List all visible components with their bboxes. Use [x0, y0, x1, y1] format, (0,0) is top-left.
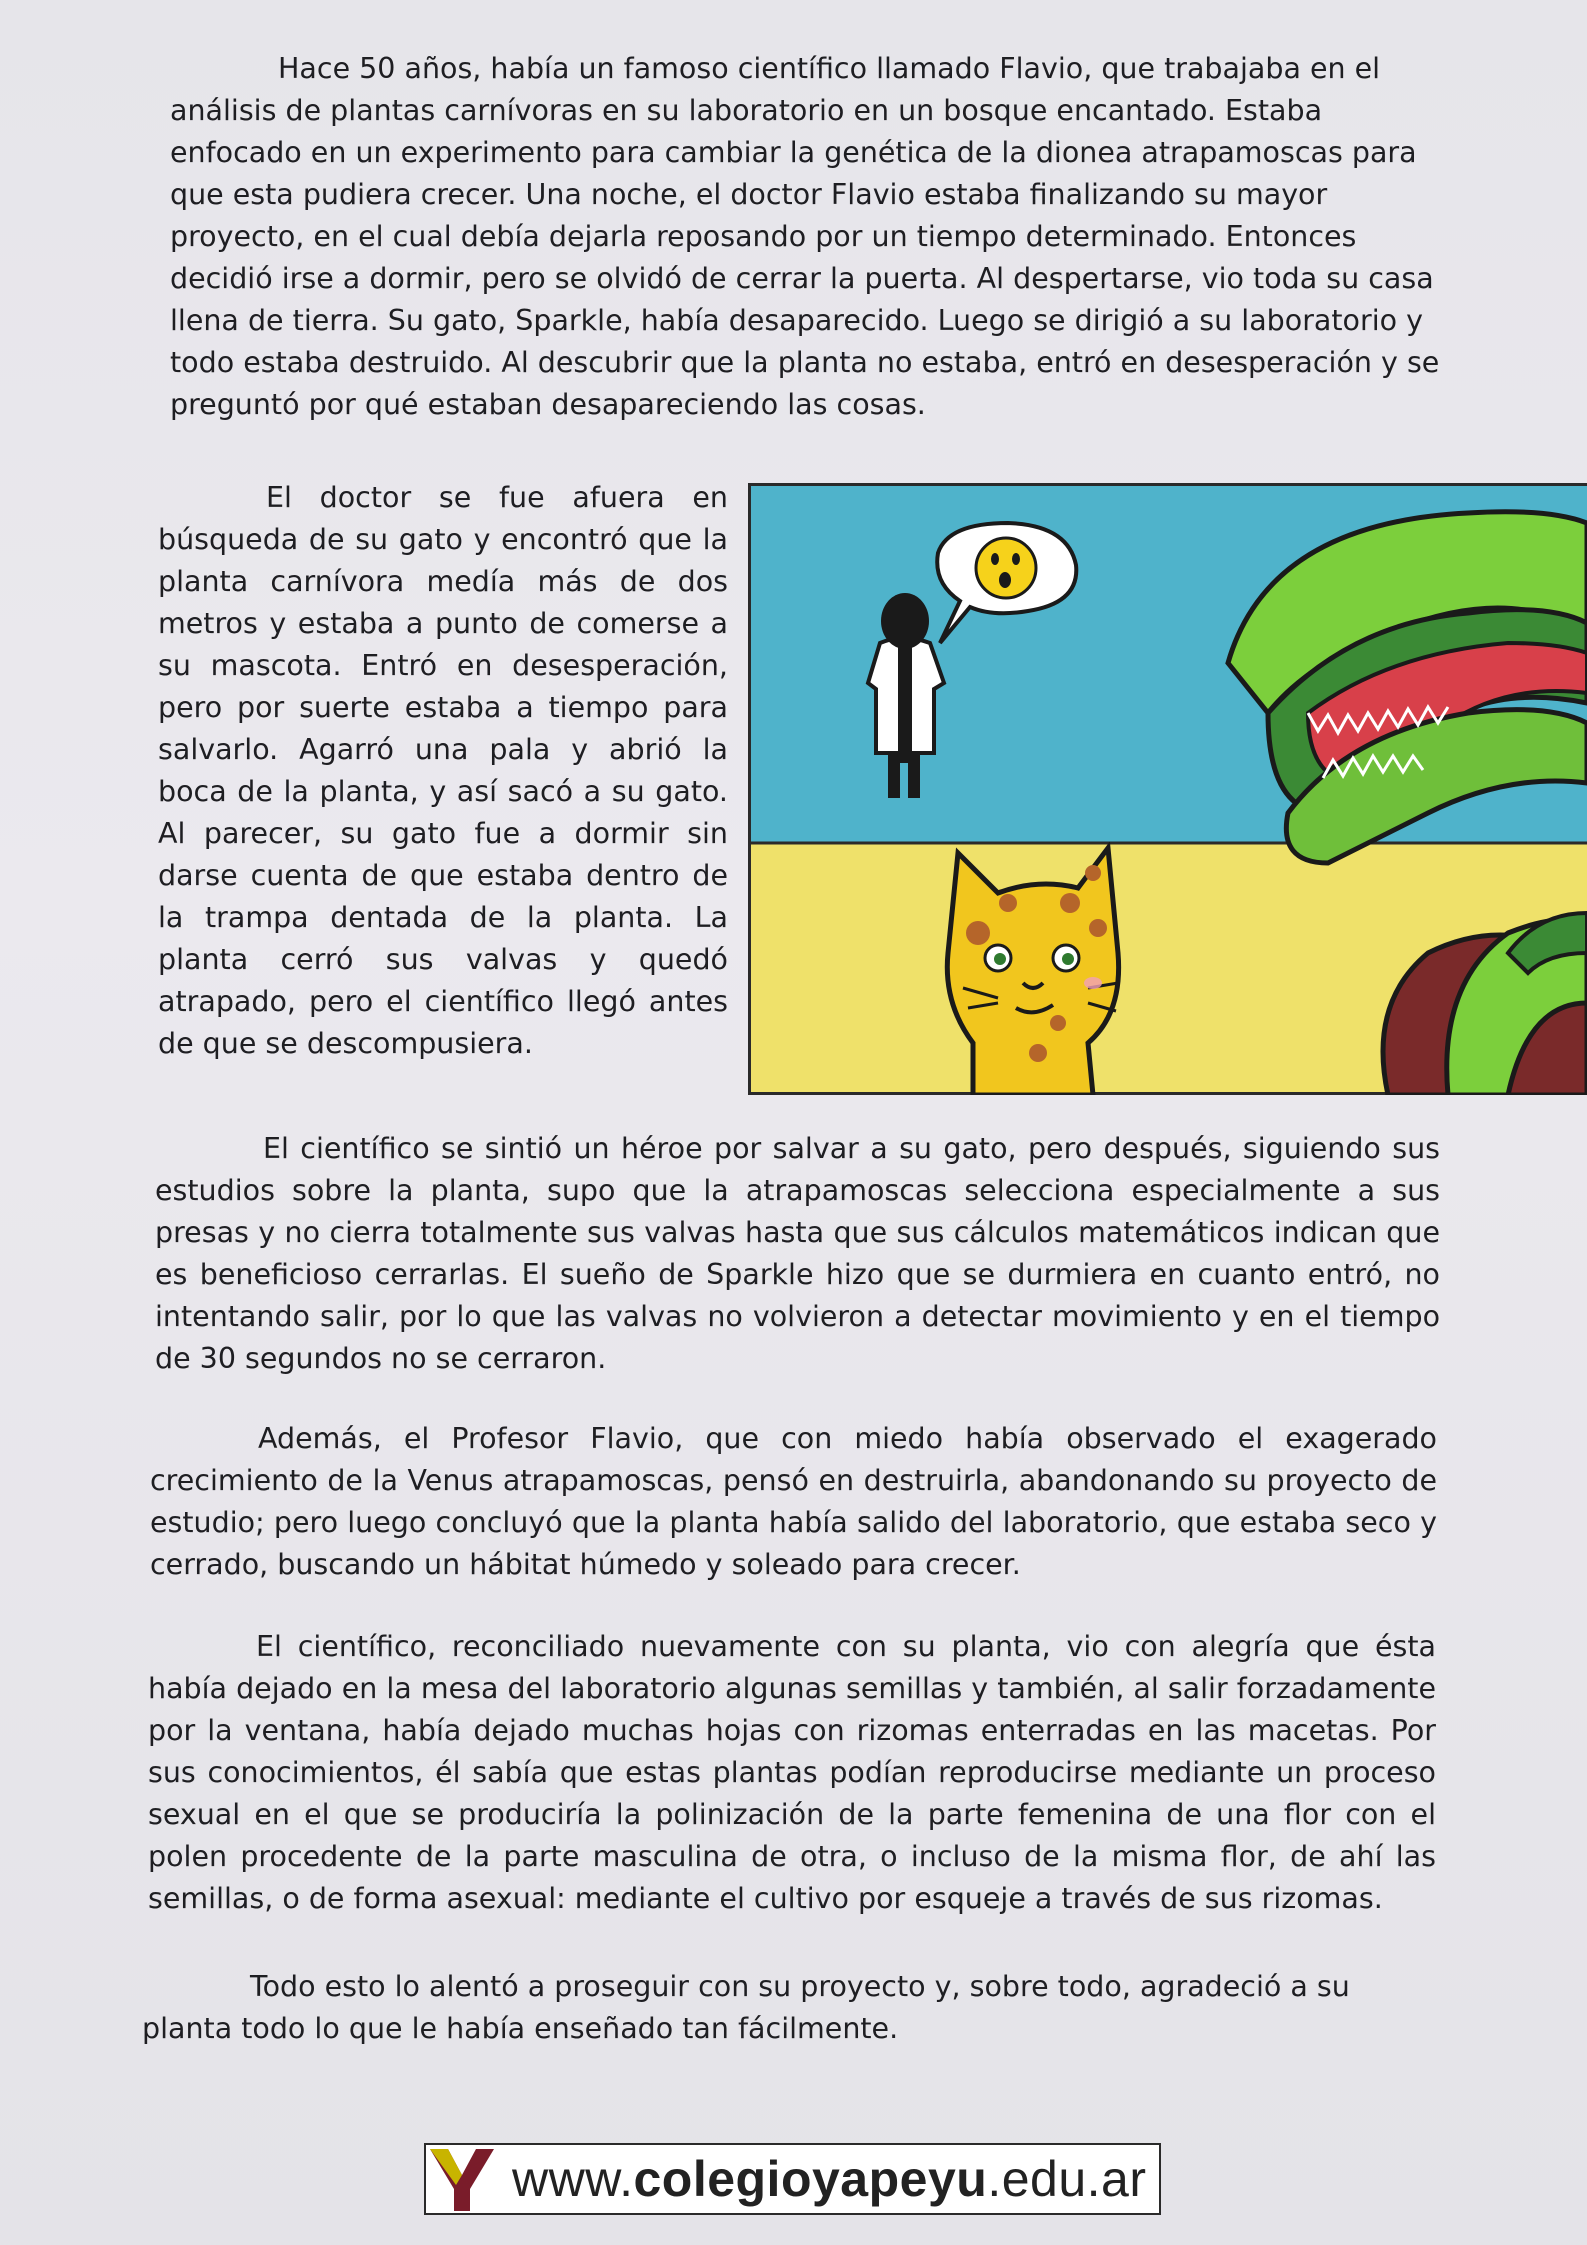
paragraph-3: El científico se sintió un héroe por salvar a su gato, pero después, siguiendo sus estudios sobre la planta, supo que la atrapamoscas selecciona especialmente a sus presas y no cierra totalmente sus valvas hasta que sus cálculos matemáticos indican que es beneficioso cerrarlas. El sueño de Sparkle hizo que se durmiera en cuanto entró, no intentando salir, por lo que las valvas no volvieron a detectar movimiento y en el tiempo de 30 segundos no se cerraron. — [155, 1132, 1440, 1375]
footer-url — [512, 2150, 1146, 2208]
paragraph-5: El científico, reconciliado nuevamente con su planta, vio con alegría que ésta había dejado en la mesa del laboratorio algunas semillas y también, al salir forzadamente por la ventana, había dejado muchas hojas con rizomas enterradas en las macetas. Por sus conocimientos, él sabía que estas plantas podían reproducirse mediante un proceso sexual en el que se produciría la polinización de la parte femenina de una flor con el polen procedente de la parte masculina de otra, o incluso de la misma flor, de ahí las semillas, o de forma asexual: mediante el cultivo por esqueje a través de sus rizomas. — [148, 1630, 1436, 1915]
footer-logo[interactable] — [424, 2143, 1161, 2215]
paragraph-2: El doctor se fue afuera en búsqueda de su gato y encontró que la planta carnívora medía más de dos metros y estaba a punto de comerse a su mascota. Entró en desesperación, pero por suerte estaba a tiempo para salvarlo. Agarró una pala y abrió la boca de la planta, y así sacó a su gato. Al parecer, su gato fue a dormir sin darse cuenta de que estaba dentro de la trampa dentada de la planta. La planta cerró sus valvas y quedó atrapado, pero el científico llegó antes de que se descompusiera. — [158, 481, 728, 1060]
y-logo-icon — [426, 2145, 498, 2213]
story-illustration — [748, 483, 1587, 1095]
footer-url-bold: colegioyapeyu — [633, 2151, 988, 2207]
footer-url-prefix: www. — [512, 2151, 634, 2207]
footer-url-suffix: .edu.ar — [987, 2151, 1147, 2207]
paragraph-6: Todo esto lo alentó a proseguir con su proyecto y, sobre todo, agradeció a su planta todo lo que le había enseñado tan fácilmente. — [142, 1970, 1350, 2045]
paragraph-4: Además, el Profesor Flavio, que con miedo había observado el exagerado crecimiento de la Venus atrapamoscas, pensó en destruirla, abandonando su proyecto de estudio; pero luego concluyó que la planta había salido del laboratorio, que estaba seco y cerrado, buscando un hábitat húmedo y soleado para crecer. — [150, 1422, 1437, 1581]
paragraph-1: Hace 50 años, había un famoso científico llamado Flavio, que trabajaba en el análisis de plantas carnívoras en su laboratorio en un bosque encantado. Estaba enfocado en un experimento para cambiar la genética de la dionea atrapamoscas para que esta pudiera crecer. Una noche, el doctor Flavio estaba finalizando su mayor proyecto, en el cual debía dejarla reposando por un tiempo determinado. Entonces decidió irse a dormir, pero se olvidó de cerrar la puerta. Al despertarse, vio toda su casa llena de tierra. Su gato, Sparkle, había desaparecido. Luego se dirigió a su laboratorio y todo estaba destruido. Al descubrir que la planta no estaba, entró en desesperación y se preguntó por qué estaban desapareciendo las cosas. — [170, 52, 1440, 421]
drawing-scientist-cat-flytrap-icon — [748, 483, 1587, 1095]
